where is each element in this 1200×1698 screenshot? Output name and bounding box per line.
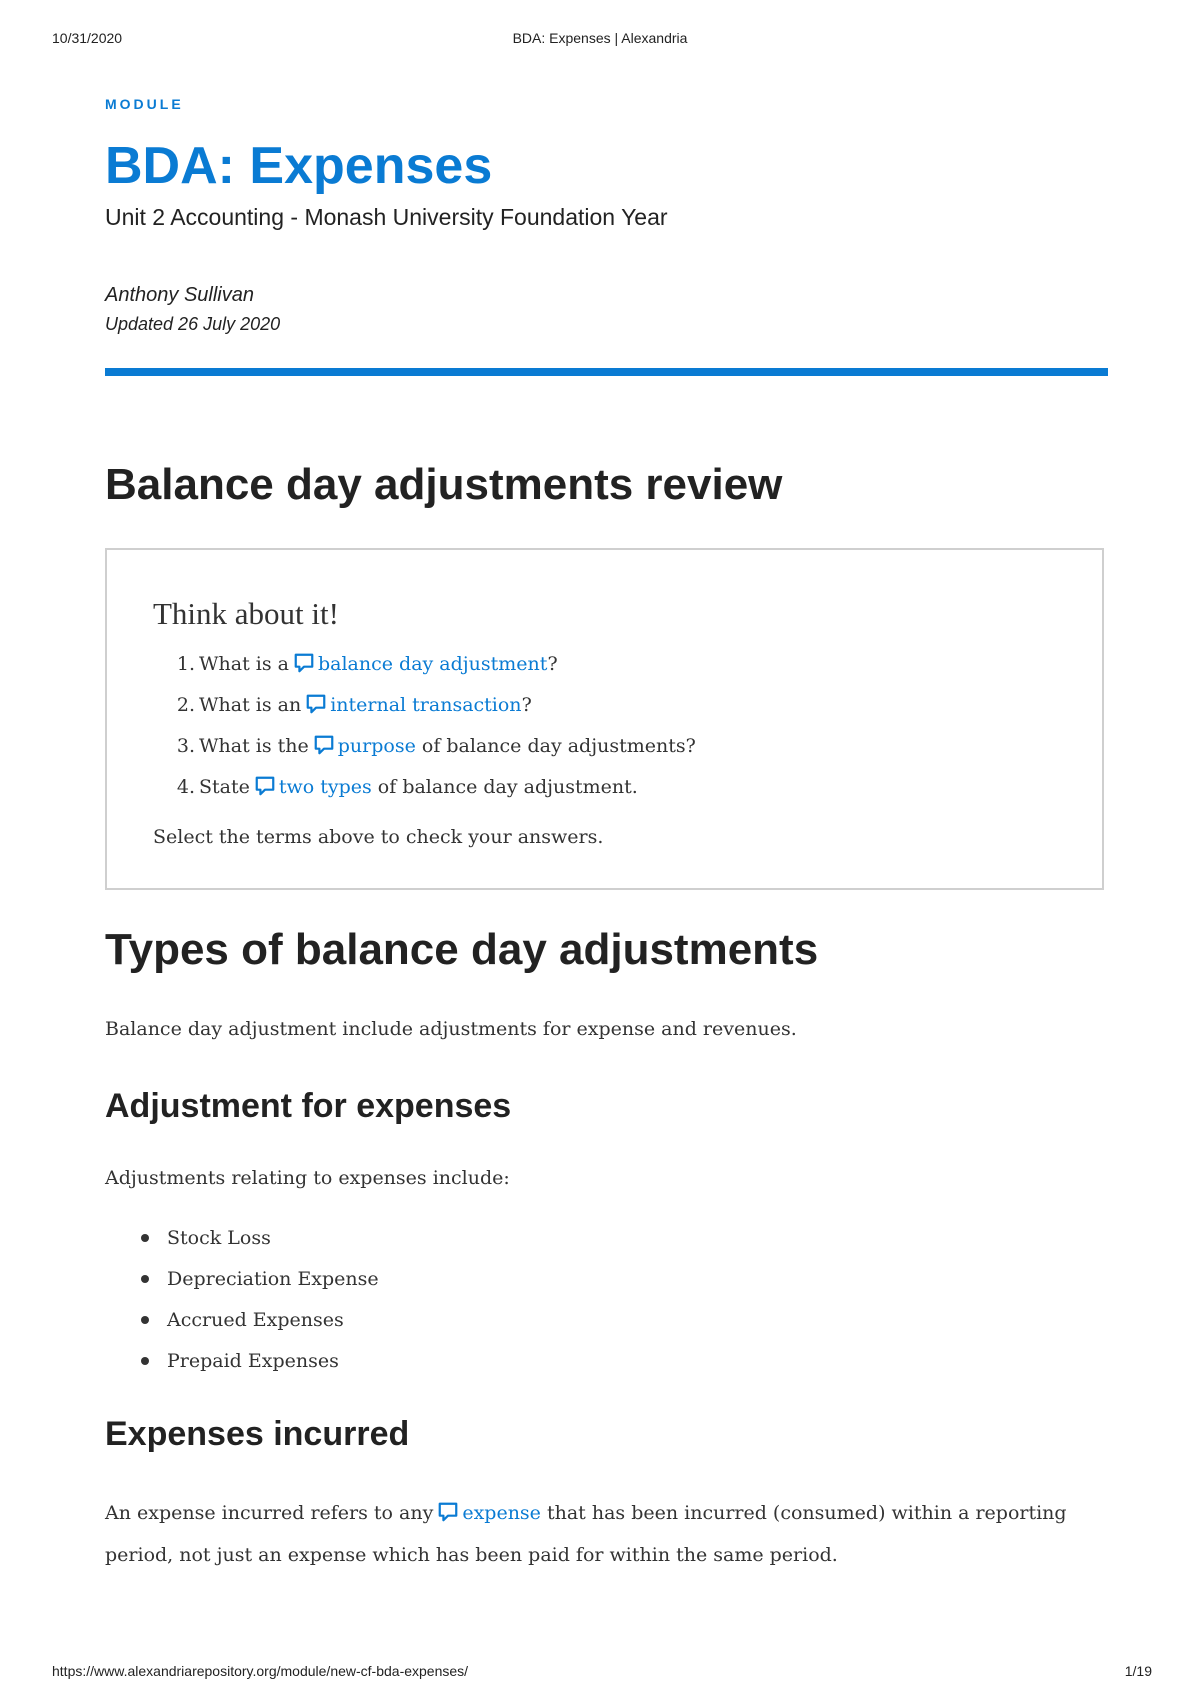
list-item-text: Stock Loss	[167, 1227, 271, 1249]
author-name: Anthony Sullivan	[105, 284, 254, 306]
paragraph-text: An expense incurred refers to any	[105, 1502, 434, 1524]
glossary-term-link[interactable]	[250, 776, 372, 798]
question-number: 1.	[176, 653, 195, 675]
glossary-term-text: balance day adjustment	[317, 653, 548, 675]
list-item-text: Depreciation Expense	[167, 1268, 379, 1290]
glossary-term-link[interactable]	[289, 653, 547, 675]
subheading-adjustment-expenses: Adjustment for expenses	[105, 1087, 512, 1125]
print-header	[0, 30, 1200, 50]
question-item	[153, 726, 696, 767]
speech-bubble-icon	[254, 775, 276, 797]
glossary-term-text: two types	[278, 776, 372, 798]
question-text: What is a	[199, 653, 289, 675]
title-divider	[105, 368, 1108, 376]
section-heading-review: Balance day adjustments review	[105, 460, 783, 509]
question-number: 4.	[176, 776, 195, 798]
print-page-title: BDA: Expenses | Alexandria	[512, 30, 688, 46]
glossary-term-link[interactable]	[309, 735, 416, 757]
question-suffix: ?	[521, 694, 532, 716]
page-title: BDA: Expenses	[105, 137, 493, 195]
glossary-term-text: internal transaction	[330, 694, 522, 716]
glossary-term-link[interactable]	[301, 694, 521, 716]
question-item	[153, 685, 696, 726]
print-url: https://www.alexandriarepository.org/module/new-cf-bda-expenses/	[52, 1663, 469, 1679]
speech-bubble-icon	[437, 1501, 459, 1523]
question-list	[153, 644, 696, 808]
glossary-term-link[interactable]	[433, 1502, 541, 1524]
glossary-term-text: expense	[462, 1502, 541, 1524]
question-item	[153, 644, 696, 685]
question-suffix: ?	[547, 653, 558, 675]
speech-bubble-icon	[313, 734, 335, 756]
list-item	[105, 1341, 379, 1382]
list-item	[105, 1218, 379, 1259]
expense-adjustment-list	[105, 1218, 379, 1382]
question-number: 2.	[176, 694, 195, 716]
module-subtitle: Unit 2 Accounting - Monash University Foundation Year	[105, 204, 668, 230]
print-date: 10/31/2020	[52, 30, 123, 46]
bullet-dot	[141, 1234, 149, 1242]
list-item-text: Prepaid Expenses	[167, 1350, 339, 1372]
list-item	[105, 1300, 379, 1341]
think-box-note: Select the terms above to check your answers.	[153, 826, 604, 848]
bullet-dot	[141, 1275, 149, 1283]
types-intro: Balance day adjustment include adjustments for expense and revenues.	[105, 1018, 797, 1040]
question-item	[153, 767, 696, 808]
expenses-incurred-paragraph	[105, 1492, 1108, 1576]
think-box-title: Think about it!	[153, 596, 339, 631]
subheading-expenses-incurred: Expenses incurred	[105, 1415, 410, 1453]
list-item-text: Accrued Expenses	[167, 1309, 344, 1331]
glossary-term-text: purpose	[337, 735, 416, 757]
question-suffix: of balance day adjustments?	[415, 735, 696, 757]
bullet-dot	[141, 1316, 149, 1324]
question-number: 3.	[176, 735, 195, 757]
list-item	[105, 1259, 379, 1300]
bullet-dot	[141, 1357, 149, 1365]
think-about-it-box	[105, 548, 1104, 890]
speech-bubble-icon	[293, 652, 315, 674]
module-eyebrow: MODULE	[105, 96, 184, 112]
paragraph-text: that has been incurred (consumed) within a reporting period, not just an expense which has been paid for within the same period.	[105, 1502, 1067, 1566]
print-footer	[0, 1663, 1200, 1683]
section-heading-types: Types of balance day adjustments	[105, 925, 819, 974]
question-text: State	[199, 776, 250, 798]
page-number: 1/19	[1124, 1663, 1152, 1679]
speech-bubble-icon	[305, 693, 327, 715]
adjustment-intro: Adjustments relating to expenses include:	[105, 1167, 510, 1189]
question-suffix: of balance day adjustment.	[371, 776, 638, 798]
question-text: What is an	[199, 694, 302, 716]
question-text: What is the	[199, 735, 309, 757]
updated-date: Updated 26 July 2020	[105, 314, 281, 334]
